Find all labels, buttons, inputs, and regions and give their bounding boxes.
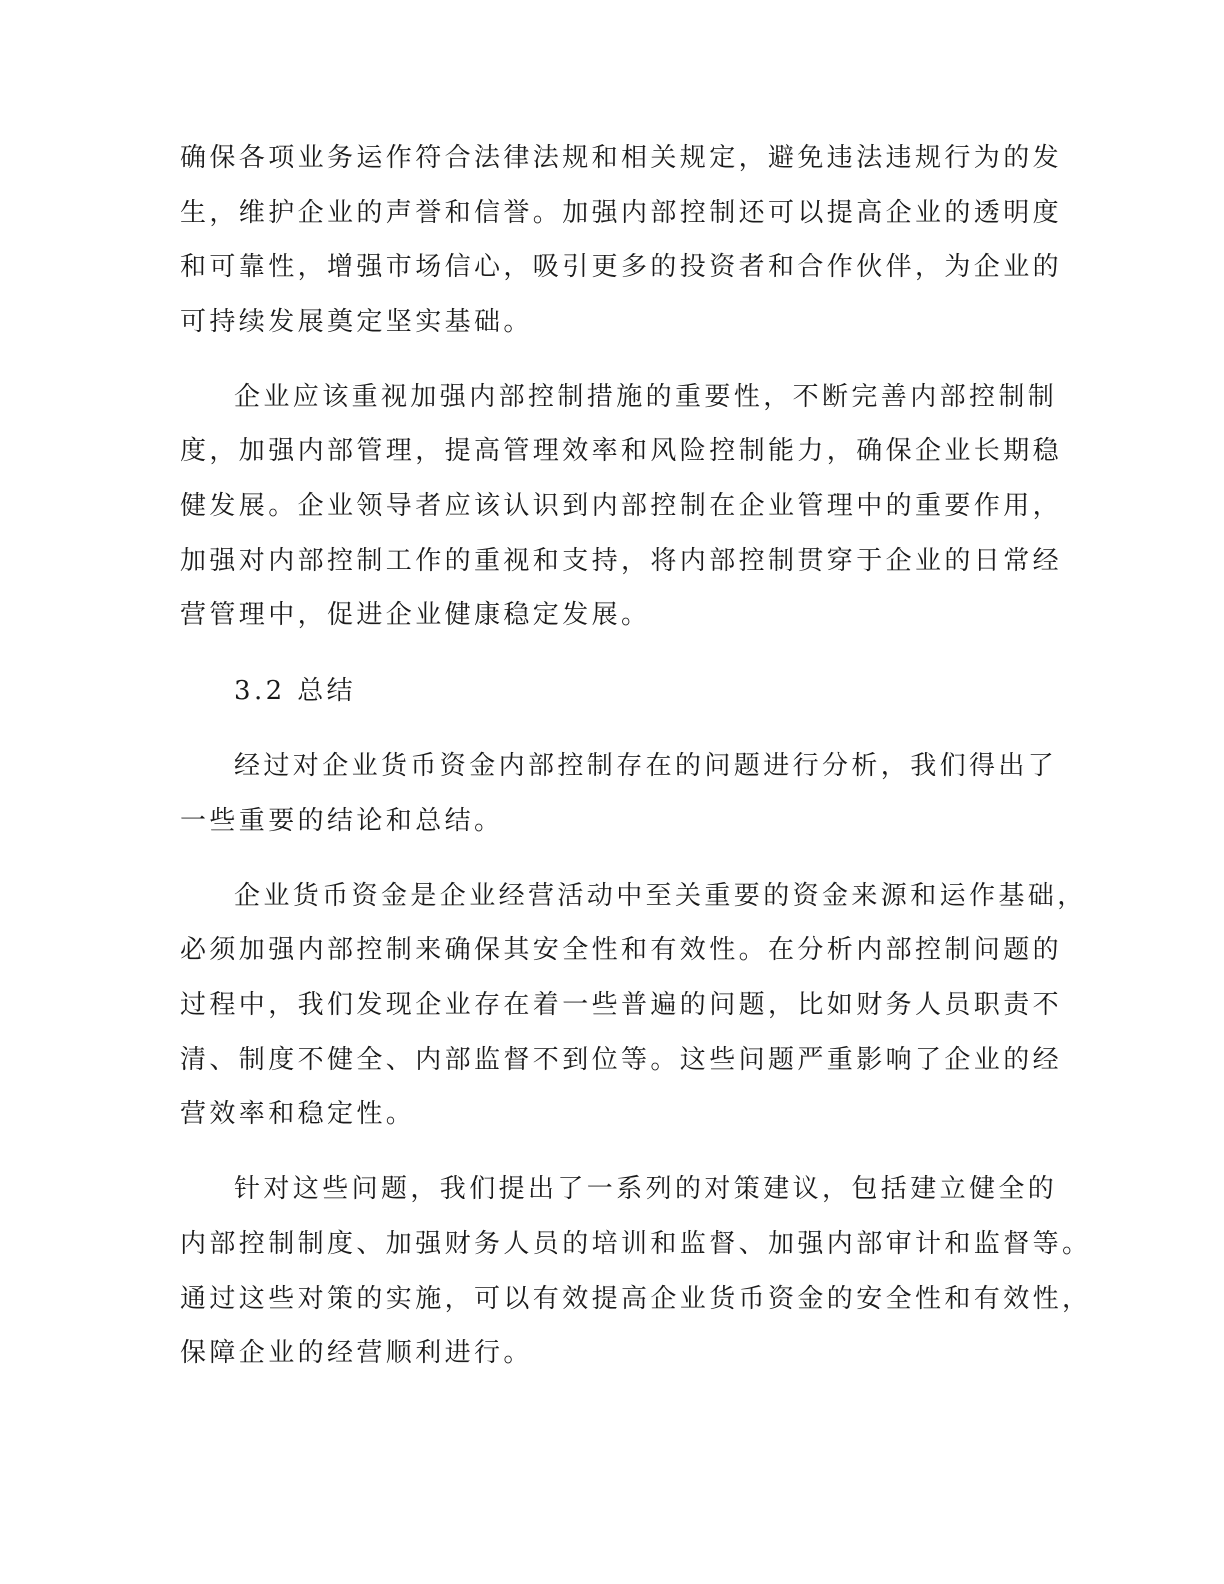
paragraph-5-line-4: 保障企业的经营顺利进行。: [180, 1338, 533, 1368]
section-heading: 3.2 总结: [234, 676, 357, 706]
paragraph-4-line-5: 营效率和稳定性。: [180, 1099, 416, 1129]
paragraph-2-line-4: 加强对内部控制工作的重视和支持，将内部控制贯穿于企业的日常经: [180, 546, 1063, 576]
paragraph-4-line-1: 企业货币资金是企业经营活动中至关重要的资金来源和运作基础，: [234, 881, 1087, 911]
paragraph-4-line-2: 必须加强内部控制来确保其安全性和有效性。在分析内部控制问题的: [180, 935, 1063, 965]
paragraph-1-line-1: 确保各项业务运作符合法律法规和相关规定，避免违法违规行为的发: [180, 143, 1063, 173]
paragraph-3-line-1: 经过对企业货币资金内部控制存在的问题进行分析，我们得出了: [234, 751, 1058, 781]
paragraph-2-line-2: 度，加强内部管理，提高管理效率和风险控制能力，确保企业长期稳: [180, 436, 1063, 466]
paragraph-4-line-3: 过程中，我们发现企业存在着一些普遍的问题，比如财务人员职责不: [180, 990, 1063, 1020]
paragraph-2-line-5: 营管理中，促进企业健康稳定发展。: [180, 600, 651, 630]
paragraph-5-line-1: 针对这些问题，我们提出了一系列的对策建议，包括建立健全的: [234, 1174, 1058, 1204]
paragraph-5-line-3: 通过这些对策的实施，可以有效提高企业货币资金的安全性和有效性，: [180, 1284, 1092, 1314]
paragraph-1-line-4: 可持续发展奠定坚实基础。: [180, 307, 533, 337]
paragraph-2-line-1: 企业应该重视加强内部控制措施的重要性，不断完善内部控制制: [234, 382, 1058, 412]
paragraph-2-line-3: 健发展。企业领导者应该认识到内部控制在企业管理中的重要作用，: [180, 491, 1063, 521]
paragraph-1-line-2: 生，维护企业的声誉和信誉。加强内部控制还可以提高企业的透明度: [180, 198, 1063, 228]
paragraph-3-line-2: 一些重要的结论和总结。: [180, 806, 504, 836]
paragraph-4-line-4: 清、制度不健全、内部监督不到位等。这些问题严重影响了企业的经: [180, 1045, 1063, 1075]
paragraph-1-line-3: 和可靠性，增强市场信心，吸引更多的投资者和合作伙伴，为企业的: [180, 252, 1063, 282]
paragraph-5-line-2: 内部控制制度、加强财务人员的培训和监督、加强内部审计和监督等。: [180, 1229, 1092, 1259]
